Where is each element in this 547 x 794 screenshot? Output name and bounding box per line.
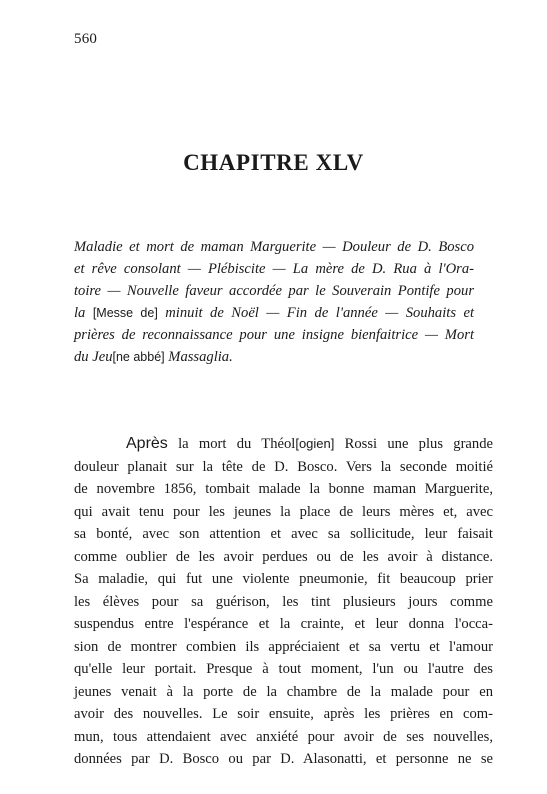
summary-line: Maladie et mort de maman Marguerite — Douleur de D. Bosco	[74, 239, 474, 255]
body-line: qu'elle leur portait. Presque à tout moment, l'un ou l'autre des	[74, 661, 493, 677]
body-line: données par D. Bosco ou par D. Alasonatti, et personne ne se	[74, 751, 493, 767]
body-line: suspendus entre l'espérance et la crainte, et leur donna l'occa-	[74, 616, 493, 632]
summary-line: prières de reconnaissance pour une insigne bienfaitrice — Mort	[74, 327, 474, 343]
chapter-summary	[74, 236, 474, 368]
body-line: douleur planait sur la tête de D. Bosco. Vers la seconde moitié	[74, 458, 493, 475]
editorial-insertion: [ne abbé]	[112, 350, 165, 364]
body-line: jeunes venait à la porte de la chambre de la malade pour en	[74, 683, 493, 700]
body-line: comme oublier de les avoir perdues ou de les avoir à distance.	[74, 548, 493, 565]
summary-line: la [Messe de] minuit de Noël — Fin de l'année — Souhaits et	[74, 305, 475, 321]
body-line: sa bonté, avec son attention et avec sa sollicitude, leur faisait	[74, 526, 493, 542]
summary-line: et rêve consolant — Plébiscite — La mère de D. Rua à l'Ora-	[74, 261, 474, 277]
body-line: avoir des nouvelles. Le soir ensuite, après les prières en com-	[74, 706, 493, 722]
body-line: les élèves pour sa guérison, les tint plusieurs jours comme	[74, 593, 493, 610]
body-line: sion de montrer combien ils appréciaient et sa vertu et l'amour	[74, 638, 493, 655]
page-number: 560	[74, 31, 98, 47]
summary-line: du Jeu[ne abbé] Massaglia.	[74, 349, 233, 365]
body-line: de novembre 1856, tombait malade la bonne maman Marguerite,	[74, 481, 493, 497]
body-line: qui avait tenu pour les jeunes la place de leurs mères et, avec	[74, 503, 493, 520]
editorial-insertion: [ogien]	[295, 436, 335, 451]
summary-line: toire — Nouvelle faveur accordée par le Souverain Pontife pour	[74, 283, 474, 299]
chapter-title: CHAPITRE XLV	[183, 150, 364, 175]
editorial-insertion: [Messe de]	[92, 306, 158, 320]
drop-word: Après	[126, 435, 168, 452]
body-line: Sa maladie, qui fut une violente pneumonie, fit beaucoup prier	[74, 571, 493, 587]
body-paragraph	[74, 433, 493, 771]
body-line: mun, tous attendaient avec anxiété pour avoir de ses nouvelles,	[74, 728, 493, 745]
body-line: Après la mort du Théol[ogien] Rossi une plus grande	[126, 435, 493, 452]
